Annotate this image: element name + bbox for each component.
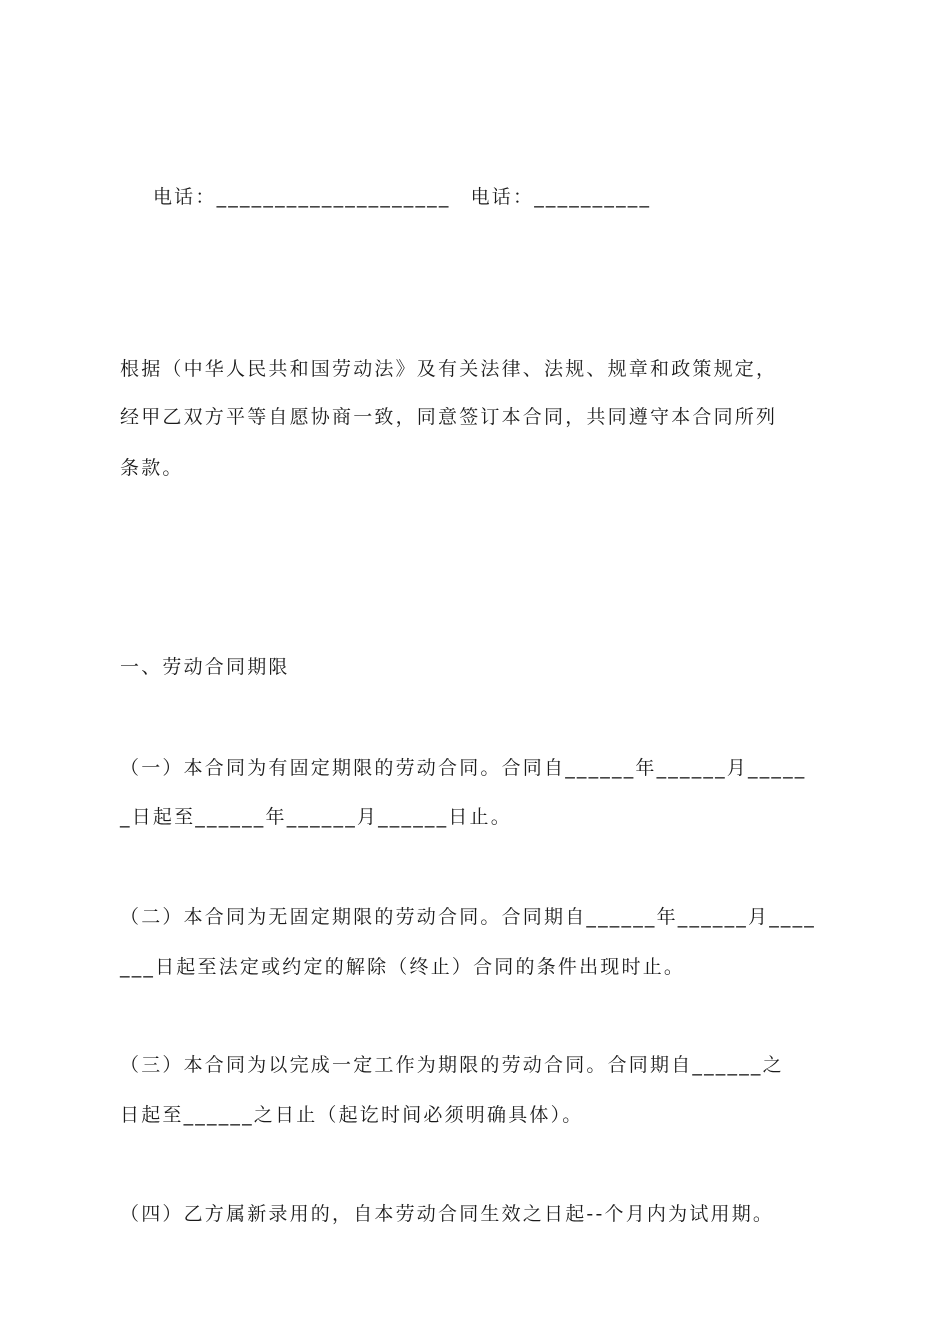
preamble-line-2: 经甲乙双方平等自愿协商一致，同意签订本合同，共同遵守本合同所列 bbox=[120, 406, 778, 428]
phone-blank-party-b: __________ bbox=[534, 186, 652, 208]
phone-blank-party-a: ____________________ bbox=[216, 186, 451, 208]
section-1-heading: 一、劳动合同期限 bbox=[120, 656, 290, 678]
clause-3-line-2: 日起至______之日止（起讫时间必须明确具体）。 bbox=[120, 1104, 584, 1126]
clause-1-line-2: _日起至______年______月______日止。 bbox=[120, 806, 512, 828]
phone-row bbox=[120, 158, 652, 208]
clause-1-line-1: （一）本合同为有固定期限的劳动合同。合同自______年______月_____ bbox=[120, 757, 807, 779]
clause-2-line-1: （二）本合同为无固定期限的劳动合同。合同期自______年______月____ bbox=[120, 906, 817, 928]
clause-4-line-1: （四）乙方属新录用的，自本劳动合同生效之日起--个月内为试用期。 bbox=[120, 1203, 775, 1225]
preamble-line-1: 根据（中华人民共和国劳动法》及有关法律、法规、规章和政策规定， bbox=[120, 358, 778, 380]
clause-3-line-1: （三）本合同为以完成一定工作为期限的劳动合同。合同期自______之 bbox=[120, 1054, 784, 1076]
preamble-line-3: 条款。 bbox=[120, 457, 184, 479]
phone-label-party-b: 电话： bbox=[470, 186, 535, 208]
phone-label-party-a: 电话： bbox=[152, 186, 217, 208]
clause-2-line-2: ___日起至法定或约定的解除（终止）合同的条件出现时止。 bbox=[120, 956, 686, 978]
